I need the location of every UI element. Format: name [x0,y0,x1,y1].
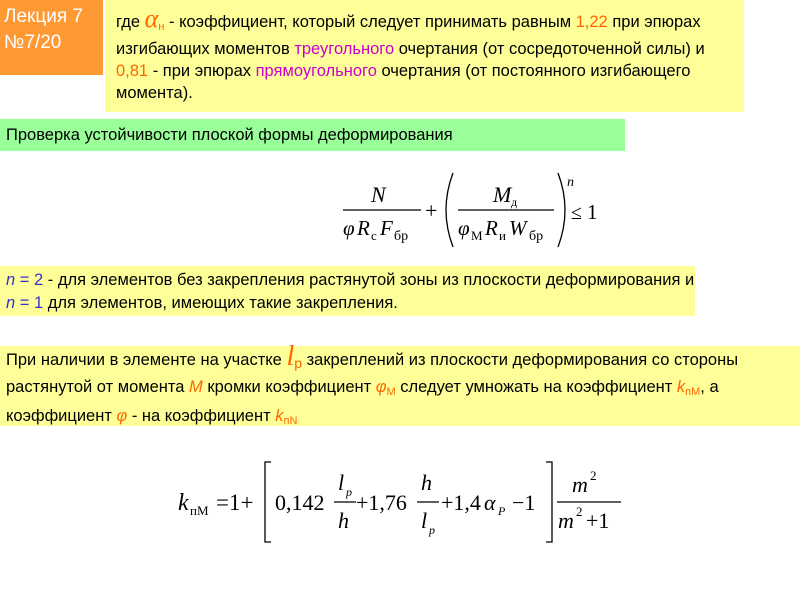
f2-h-top: h [421,470,432,495]
f2-h-bottom: h [338,508,349,533]
f1-one: 1 [587,200,598,224]
value-0-81: 0,81 [116,62,149,80]
text: следует умножать на коэффициент [395,378,677,396]
n-eq-2: = 2 [15,271,44,289]
phiM-subscript: M [386,386,396,398]
alpha-symbol: α [144,4,159,33]
triangular-word: треугольного [294,40,395,58]
text: - для элементов без закрепления растянутой зоны из плоскости деформирования и [43,271,695,289]
f2-alpha: α [484,490,496,515]
f1-c: c [371,228,377,243]
f2-p-bottom: p [429,523,435,537]
f2-k: k [178,490,189,516]
f2-m-bottom: m [558,508,574,533]
f1-br2: бр [529,229,544,244]
f2-m-top: m [572,472,588,497]
bracing-note [0,341,800,427]
text: очертания (от постоянного изгибающего момента). [116,62,691,102]
n-symbol: n [6,271,16,289]
section-heading: Проверка устойчивости плоской формы деформирования [0,119,625,151]
f1-d: д [511,195,518,209]
alpha-description [105,0,744,112]
f2-plus14: +1,4 [441,490,481,515]
f2-left-bracket [265,462,271,542]
kpN-subscript: пN [283,415,298,427]
slide-number: №7/20 [4,32,62,53]
f1-M-sub: M [471,228,483,243]
text: где [116,13,145,31]
f1-phiM: φ [458,216,470,240]
stability-formula [335,170,605,252]
f2-lp-top: l [338,470,345,495]
kpm-formula [176,460,626,544]
value-1-22: 1,22 [575,13,608,31]
kpM-subscript: пМ [685,386,701,398]
lecture-label [0,0,103,75]
f1-plus: + [425,198,438,223]
n-eq-1: = 1 [15,294,44,312]
lp-symbol: l [286,341,295,372]
f2-right-bracket [546,462,552,542]
text: кромки коэффициент [202,378,376,396]
f1-phi: φ [343,216,355,240]
text: - при эпюрах [148,62,256,80]
f2-two-top: 2 [590,468,597,483]
f2-c1: 0,142 [275,490,325,515]
text: очертания (от сосредоточенной силы) и [394,40,705,58]
f1-n: n [567,175,574,190]
f2-lp-bottom: l [421,508,428,533]
rectangular-word: прямоугольного [255,62,377,80]
f1-left-paren [446,173,453,247]
text: для элементов, имеющих такие закрепления. [43,294,398,312]
f2-k-sub: пМ [190,503,209,518]
f2-plus176: +1,76 [356,490,407,515]
f2-minus1: −1 [512,490,536,515]
text: - на коэффициент [127,407,276,425]
f2-plus1: +1 [586,508,610,533]
phi-symbol: φ [116,407,128,425]
phiM-symbol: φ [375,378,387,396]
f1-M: M [493,182,512,207]
exponent-n-description [0,266,695,316]
f1-W: W [509,216,527,240]
f1-Ru: R [485,216,498,240]
f2-p-top: p [346,485,352,499]
text: при эпюрах изгибающих моментов [116,13,701,58]
f1-R: R [357,216,370,240]
text: При наличии в элементе на участке [6,351,287,369]
text: - коэффициент, который следует принимать равным [164,13,576,31]
text: , а коэффициент [6,378,719,425]
f1-F: F [380,216,393,240]
f1-right-paren [558,173,565,247]
f1-le: ≤ [571,202,582,224]
f2-two-bottom: 2 [576,504,583,519]
f1-N: N [371,182,386,207]
f2-P-sub: P [498,504,506,518]
f1-br: бр [394,229,409,244]
f2-eq-one-plus: =1+ [216,490,254,515]
kpM-symbol: k [676,378,686,396]
n-symbol-2: n [6,294,16,312]
f1-u: и [499,228,506,243]
text: закреплений из плоскости деформирования со стороны растянутой от момента [6,351,739,396]
alpha-subscript: н [158,21,165,33]
lp-subscript: p [294,355,303,371]
kpN-symbol: k [275,407,284,425]
moment-M: M [189,378,203,396]
lecture-number: Лекция 7 [4,6,83,27]
